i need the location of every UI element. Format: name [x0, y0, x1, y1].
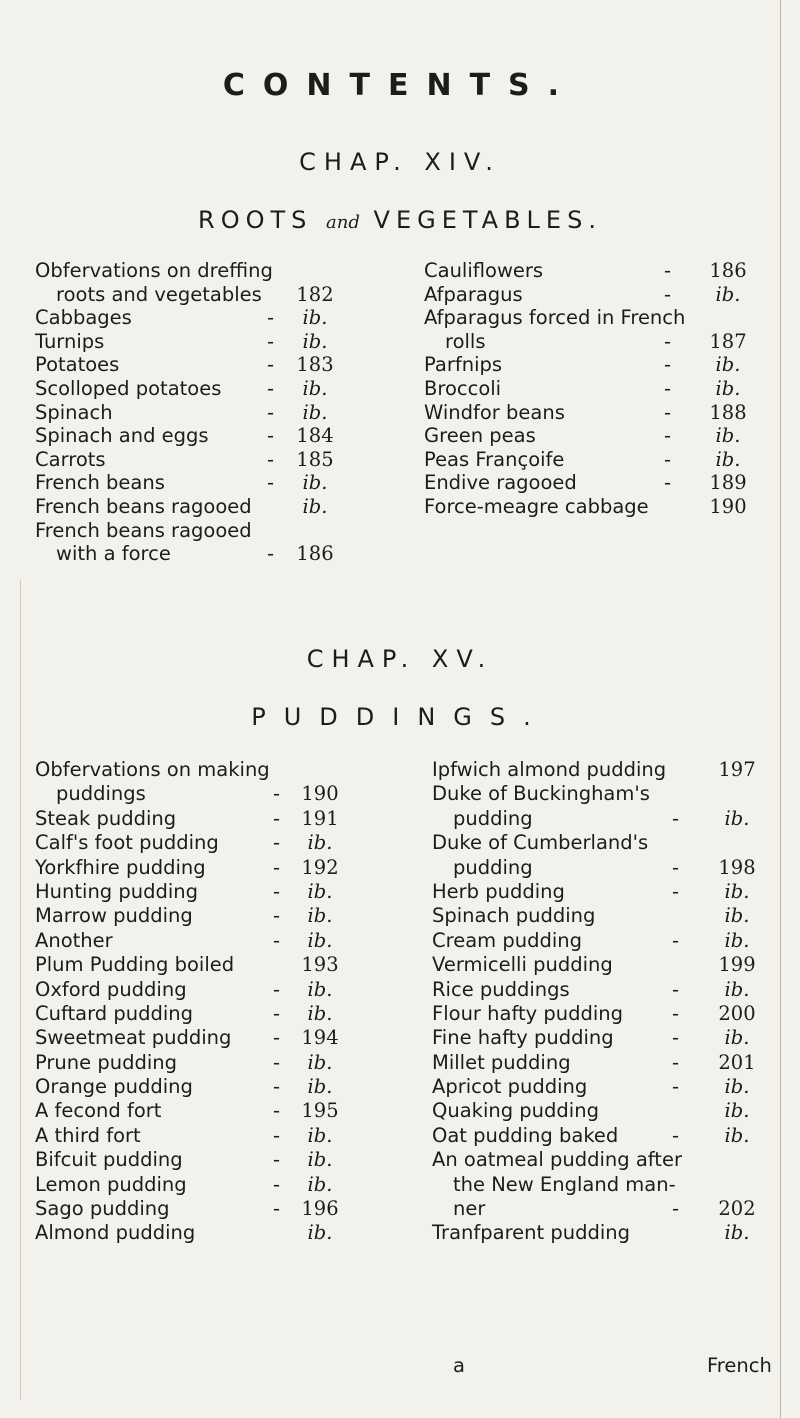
entry-page-number: ib. — [302, 329, 328, 353]
contents-entry — [35, 1221, 340, 1245]
entry-leader-dash: - — [267, 376, 275, 400]
contents-entry — [35, 495, 335, 519]
entry-leader-dash: - — [672, 1026, 680, 1050]
entry-title: Green peas — [424, 424, 536, 448]
entry-page-number: 182 — [296, 282, 334, 306]
entry-leader-dash: - — [273, 1123, 281, 1147]
entry-leader-dash: - — [267, 353, 275, 377]
entry-title: with a force — [56, 542, 171, 566]
entry-page-number: 193 — [301, 953, 339, 977]
entry-title: Bifcuit pudding — [35, 1148, 183, 1172]
chapter-title-part: ROOTS — [198, 206, 313, 234]
contents-entry — [432, 1197, 770, 1221]
entry-leader-dash: - — [664, 259, 672, 282]
contents-entry — [432, 880, 770, 904]
entry-leader-dash: - — [273, 806, 281, 830]
entry-leader-dash: - — [273, 928, 281, 952]
entry-page-number: ib. — [307, 831, 333, 855]
contents-entry — [35, 929, 340, 953]
footer-line — [453, 1354, 773, 1378]
chapter-label: CHAP. XIV. — [299, 148, 501, 176]
entry-page-number: 185 — [296, 447, 334, 471]
entry-page-number: ib. — [715, 353, 741, 377]
entry-page-number: ib. — [307, 1050, 333, 1074]
contents-entry — [432, 953, 770, 977]
entry-page-number: 196 — [301, 1197, 339, 1221]
entry-title: Cauliflowers — [424, 259, 544, 282]
entry-leader-dash: - — [273, 977, 281, 1001]
entry-title: ner — [453, 1197, 486, 1221]
entry-page-number: ib. — [307, 1075, 333, 1099]
entry-leader-dash: - — [267, 400, 275, 424]
contents-entry — [35, 953, 340, 977]
contents-entry — [432, 831, 770, 855]
entry-page-number: ib. — [307, 879, 333, 903]
contents-entry — [424, 448, 770, 472]
entry-title: Spinach — [35, 400, 113, 424]
entry-page-number: ib. — [724, 1221, 750, 1245]
contents-entry — [432, 807, 770, 831]
entry-title: Another — [35, 928, 113, 952]
entry-page-number: 183 — [296, 353, 334, 377]
entry-title: Millet pudding — [432, 1050, 571, 1074]
entry-page-number: 190 — [709, 494, 747, 518]
entry-title: Spinach and eggs — [35, 424, 209, 448]
chapter-title-part: VEGETABLES. — [373, 206, 602, 234]
entry-page-number: 200 — [718, 1001, 756, 1025]
entry-title: Afparagus forced in French — [424, 306, 686, 330]
entry-leader-dash: - — [273, 1099, 281, 1123]
entry-leader-dash: - — [672, 1075, 680, 1099]
entry-title: Sago pudding — [35, 1197, 170, 1221]
entry-title: the New England man- — [453, 1172, 676, 1196]
entry-leader-dash: - — [672, 806, 680, 830]
entry-title: Duke of Buckingham's — [432, 782, 650, 806]
entry-leader-dash: - — [273, 831, 281, 855]
contents-entry — [35, 1075, 340, 1099]
entry-title: Afparagus — [424, 282, 523, 306]
entry-leader-dash: - — [664, 282, 672, 306]
contents-entry — [424, 306, 770, 330]
entry-title: Marrow pudding — [35, 904, 193, 928]
entry-title: Duke of Cumberland's — [432, 831, 649, 855]
chapter-title — [0, 206, 800, 234]
entry-leader-dash: - — [273, 1050, 281, 1074]
contents-entry — [35, 904, 340, 928]
entry-page-number: ib. — [302, 471, 328, 495]
entry-title: Rice puddings — [432, 977, 570, 1001]
entry-title: Herb pudding — [432, 879, 565, 903]
entry-title: Sweetmeat pudding — [35, 1026, 232, 1050]
entry-title: Cabbages — [35, 306, 132, 330]
entry-leader-dash: - — [664, 447, 672, 471]
entry-title: Fine hafty pudding — [432, 1026, 614, 1050]
entry-title: Broccoli — [424, 376, 502, 400]
contents-entry — [35, 880, 340, 904]
entry-title: Cream pudding — [432, 928, 582, 952]
contents-entry — [432, 1221, 770, 1245]
entry-title: Endive ragooed — [424, 471, 577, 495]
contents-entry — [35, 1124, 340, 1148]
entry-leader-dash: - — [672, 1001, 680, 1025]
contents-entry — [35, 807, 340, 831]
entry-page-number: ib. — [307, 1148, 333, 1172]
contents-entry — [35, 831, 340, 855]
contents-entry — [424, 353, 770, 377]
entry-title: puddings — [56, 782, 146, 806]
contents-entry — [432, 758, 770, 782]
entry-title: Tranfparent pudding — [432, 1221, 630, 1245]
entry-leader-dash: - — [273, 1026, 281, 1050]
entry-title: A third fort — [35, 1123, 141, 1147]
entry-title: Potatoes — [35, 353, 120, 377]
entry-page-number: 188 — [709, 400, 747, 424]
contents-entry — [432, 1002, 770, 1026]
contents-entry — [432, 856, 770, 880]
entry-leader-dash: - — [273, 1148, 281, 1172]
chapter-label: CHAP. XV. — [306, 645, 494, 673]
entry-title: Spinach pudding — [432, 904, 596, 928]
entry-page-number: ib. — [302, 376, 328, 400]
entry-title: Ipfwich almond pudding — [432, 758, 667, 781]
contents-entry — [432, 978, 770, 1002]
contents-entry — [35, 377, 335, 401]
entry-title: Windfor beans — [424, 400, 565, 424]
contents-entry — [35, 1197, 340, 1221]
entry-page-number: ib. — [715, 282, 741, 306]
entry-page-number: 194 — [301, 1026, 339, 1050]
entry-leader-dash: - — [664, 376, 672, 400]
entry-page-number: 186 — [296, 542, 334, 566]
entry-title: Calf's foot pudding — [35, 831, 219, 855]
catchword: French — [707, 1354, 772, 1377]
contents-entry — [432, 1173, 770, 1197]
entry-title: French beans ragooed — [35, 518, 252, 542]
entry-title: Oat pudding baked — [432, 1123, 619, 1147]
entry-page-number: ib. — [307, 1001, 333, 1025]
entry-page-number: ib. — [307, 1123, 333, 1147]
contents-entry — [35, 448, 335, 472]
entry-title: French beans — [35, 471, 165, 495]
entry-leader-dash: - — [664, 471, 672, 495]
chapter-title: PUDDINGS. — [251, 703, 549, 731]
entry-title: Orange pudding — [35, 1075, 193, 1099]
contents-entry — [35, 401, 335, 425]
entry-leader-dash: - — [672, 1050, 680, 1074]
entry-page-number: ib. — [715, 447, 741, 471]
entry-leader-dash: - — [267, 424, 275, 448]
contents-entry — [35, 1099, 340, 1123]
contents-entry — [35, 1051, 340, 1075]
entry-page-number: 199 — [718, 953, 756, 977]
entry-page-number: 192 — [301, 855, 339, 879]
contents-entry — [432, 1148, 770, 1172]
contents-entry — [424, 330, 770, 354]
entry-title: Vermicelli pudding — [432, 953, 613, 977]
entry-page-number: ib. — [724, 904, 750, 928]
entry-title: roots and vegetables — [56, 282, 262, 306]
entry-leader-dash: - — [664, 329, 672, 353]
contents-column-right — [432, 758, 770, 1246]
entry-page-number: 186 — [709, 259, 747, 282]
entry-leader-dash: - — [664, 353, 672, 377]
entry-title: Prune pudding — [35, 1050, 177, 1074]
entry-leader-dash: - — [664, 400, 672, 424]
contents-entry — [35, 542, 335, 566]
entry-page-number: ib. — [302, 306, 328, 330]
contents-entry — [35, 782, 340, 806]
entry-page-number: ib. — [307, 904, 333, 928]
entry-page-number: ib. — [724, 1123, 750, 1147]
entry-title: Hunting pudding — [35, 879, 199, 903]
entry-leader-dash: - — [672, 1197, 680, 1221]
contents-column-left — [35, 259, 335, 566]
entry-title: A fecond fort — [35, 1099, 162, 1123]
entry-title: Quaking pudding — [432, 1099, 599, 1123]
entry-page-number: 184 — [296, 424, 334, 448]
entry-leader-dash: - — [273, 1001, 281, 1025]
signature-mark: a — [453, 1354, 465, 1377]
contents-column-right — [424, 259, 770, 519]
entry-title: Parfnips — [424, 353, 503, 377]
entry-page-number: ib. — [724, 928, 750, 952]
entry-title: Apricot pudding — [432, 1075, 588, 1099]
entry-title: Flour hafty pudding — [432, 1001, 624, 1025]
entry-title: pudding — [453, 855, 533, 879]
entry-leader-dash: - — [267, 542, 275, 566]
running-head: CONTENTS. — [222, 68, 578, 103]
entry-title: Almond pudding — [35, 1221, 196, 1245]
contents-entry — [35, 353, 335, 377]
chapter-title-and: and — [326, 212, 360, 233]
entry-leader-dash: - — [672, 855, 680, 879]
entry-page-number: ib. — [724, 1099, 750, 1123]
entry-page-number: 190 — [301, 782, 339, 806]
entry-leader-dash: - — [664, 424, 672, 448]
entry-page-number: ib. — [302, 400, 328, 424]
entry-leader-dash: - — [267, 329, 275, 353]
entry-leader-dash: - — [273, 879, 281, 903]
contents-entry — [432, 1099, 770, 1123]
contents-entry — [35, 424, 335, 448]
entry-leader-dash: - — [267, 471, 275, 495]
contents-entry — [35, 330, 335, 354]
entry-page-number: ib. — [307, 928, 333, 952]
entry-page-number: ib. — [724, 879, 750, 903]
entry-page-number: ib. — [724, 1026, 750, 1050]
contents-entry — [432, 904, 770, 928]
entry-leader-dash: - — [267, 447, 275, 471]
entry-title: Yorkfhire pudding — [35, 855, 206, 879]
contents-entry — [35, 283, 335, 307]
entry-page-number: ib. — [302, 494, 328, 518]
contents-entry — [424, 424, 770, 448]
contents-entry — [424, 401, 770, 425]
entry-page-number: 191 — [301, 806, 339, 830]
entry-title: Scolloped potatoes — [35, 376, 222, 400]
contents-entry — [432, 1124, 770, 1148]
entry-page-number: ib. — [724, 806, 750, 830]
entry-page-number: 187 — [709, 329, 747, 353]
contents-entry — [432, 1051, 770, 1075]
entry-title: Turnips — [35, 329, 105, 353]
contents-entry — [424, 283, 770, 307]
contents-entry — [35, 856, 340, 880]
contents-column-left — [35, 758, 340, 1246]
contents-entry — [424, 377, 770, 401]
entry-title: Cuftard pudding — [35, 1001, 193, 1025]
contents-entry — [432, 929, 770, 953]
contents-entry — [35, 1026, 340, 1050]
contents-entry — [424, 471, 770, 495]
contents-entry — [35, 1173, 340, 1197]
entry-page-number: ib. — [724, 1075, 750, 1099]
entry-title: French beans ragooed — [35, 494, 252, 518]
entry-title: Peas Françoife — [424, 447, 565, 471]
entry-leader-dash: - — [672, 879, 680, 903]
entry-title: Carrots — [35, 447, 106, 471]
entry-leader-dash: - — [672, 977, 680, 1001]
entry-leader-dash: - — [273, 782, 281, 806]
contents-entry — [35, 1148, 340, 1172]
entry-title: Lemon pudding — [35, 1172, 187, 1196]
contents-entry — [424, 259, 770, 283]
entry-page-number: 202 — [718, 1197, 756, 1221]
entry-leader-dash: - — [273, 904, 281, 928]
entry-leader-dash: - — [273, 1172, 281, 1196]
entry-title: Oxford pudding — [35, 977, 187, 1001]
contents-entry — [424, 495, 770, 519]
entry-page-number: 189 — [709, 471, 747, 495]
entry-leader-dash: - — [273, 1075, 281, 1099]
entry-leader-dash: - — [672, 1123, 680, 1147]
entry-page-number: ib. — [307, 1221, 333, 1245]
contents-entry — [432, 782, 770, 806]
entry-title: pudding — [453, 806, 533, 830]
contents-entry — [35, 519, 335, 543]
entry-title: Obfervations on making — [35, 758, 270, 781]
entry-page-number: 198 — [718, 855, 756, 879]
entry-title: Obfervations on dreffing — [35, 259, 273, 282]
entry-page-number: ib. — [307, 977, 333, 1001]
contents-entry — [35, 978, 340, 1002]
contents-entry — [35, 471, 335, 495]
entry-title: An oatmeal pudding after — [432, 1148, 682, 1172]
contents-entry — [35, 306, 335, 330]
entry-page-number: 201 — [718, 1050, 756, 1074]
entry-title: Steak pudding — [35, 806, 177, 830]
entry-leader-dash: - — [273, 855, 281, 879]
entry-page-number: 195 — [301, 1099, 339, 1123]
entry-title: Plum Pudding boiled — [35, 953, 235, 977]
entry-title: rolls — [445, 329, 486, 353]
entry-leader-dash: - — [267, 306, 275, 330]
entry-title: Force-meagre cabbage — [424, 494, 649, 518]
entry-page-number: ib. — [724, 977, 750, 1001]
entry-page-number: 197 — [718, 758, 756, 781]
entry-page-number: ib. — [715, 424, 741, 448]
contents-entry — [35, 758, 340, 782]
entry-page-number: ib. — [715, 376, 741, 400]
contents-entry — [432, 1075, 770, 1099]
entry-page-number: ib. — [307, 1172, 333, 1196]
contents-entry — [35, 259, 335, 283]
entry-leader-dash: - — [273, 1197, 281, 1221]
contents-entry — [35, 1002, 340, 1026]
contents-entry — [432, 1026, 770, 1050]
entry-leader-dash: - — [672, 928, 680, 952]
